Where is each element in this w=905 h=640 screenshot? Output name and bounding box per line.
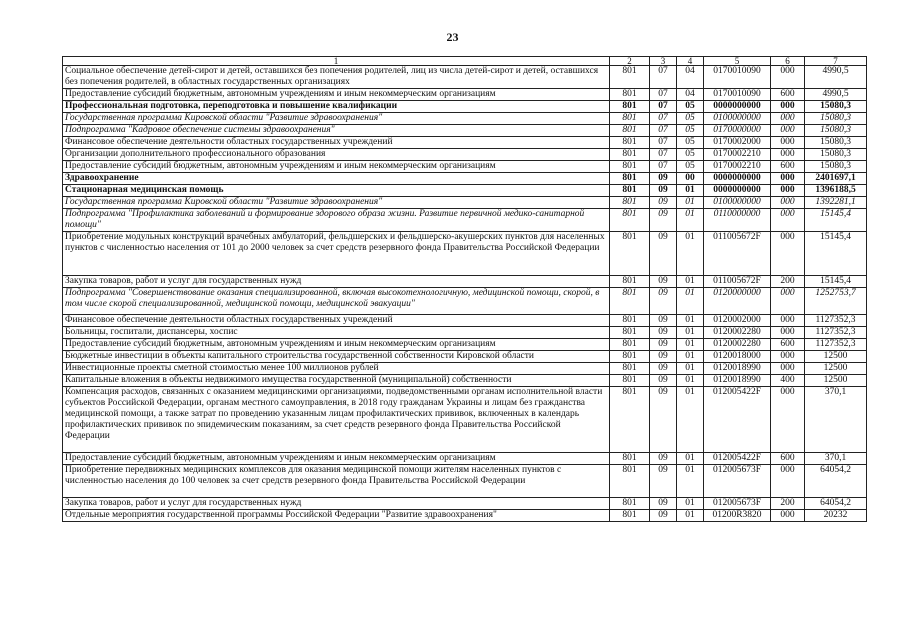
row-expense-type: 000 bbox=[771, 363, 805, 375]
row-name: Предоставление субсидий бюджетным, автономным учреждениям и иным некоммерческим организациям bbox=[63, 89, 610, 101]
row-name: Финансовое обеспечение деятельности областных государственных учреждений bbox=[63, 137, 610, 149]
row-section: 09 bbox=[650, 498, 677, 510]
row-chapter: 801 bbox=[610, 465, 650, 498]
row-expense-type: 000 bbox=[771, 197, 805, 209]
row-subsection: 05 bbox=[677, 101, 704, 113]
row-amount: 2401697,1 bbox=[805, 173, 867, 185]
table-row bbox=[63, 66, 867, 89]
row-section: 09 bbox=[650, 465, 677, 498]
row-expense-type: 000 bbox=[771, 125, 805, 137]
row-name: Профессиональная подготовка, переподготовка и повышение квалификации bbox=[63, 101, 610, 113]
row-amount: 12500 bbox=[805, 363, 867, 375]
row-expense-type: 600 bbox=[771, 453, 805, 465]
row-chapter: 801 bbox=[610, 125, 650, 137]
row-name: Социальное обеспечение детей-сирот и детей, оставшихся без попечения родителей, лиц из числа детей-сирот и детей, оставшихся без попечения родителей, в областных государственных организациях bbox=[63, 66, 610, 89]
row-amount: 15080,3 bbox=[805, 149, 867, 161]
row-target-article: 011005672F bbox=[704, 232, 771, 276]
row-section: 09 bbox=[650, 276, 677, 288]
row-section: 09 bbox=[650, 387, 677, 453]
row-chapter: 801 bbox=[610, 498, 650, 510]
row-expense-type: 000 bbox=[771, 149, 805, 161]
row-target-article: 0000000000 bbox=[704, 185, 771, 197]
row-expense-type: 000 bbox=[771, 465, 805, 498]
row-chapter: 801 bbox=[610, 315, 650, 327]
row-name: Приобретение передвижных медицинских комплексов для оказания медицинской помощи жителям населенных пунктов с численностью населения до 100 человек за счет средств резервного фонда Правительства Российской Федерации bbox=[63, 465, 610, 498]
row-chapter: 801 bbox=[610, 375, 650, 387]
row-chapter: 801 bbox=[610, 209, 650, 232]
row-expense-type: 000 bbox=[771, 315, 805, 327]
row-section: 07 bbox=[650, 137, 677, 149]
row-amount: 15145,4 bbox=[805, 276, 867, 288]
row-target-article: 0110000000 bbox=[704, 209, 771, 232]
row-name: Капитальные вложения в объекты недвижимого имущества государственной (муниципальной) собственности bbox=[63, 375, 610, 387]
row-amount: 15080,3 bbox=[805, 161, 867, 173]
row-target-article: 0120002000 bbox=[704, 315, 771, 327]
table-row bbox=[63, 173, 867, 185]
row-amount: 1252753,7 bbox=[805, 288, 867, 315]
row-target-article: 011005672F bbox=[704, 276, 771, 288]
row-target-article: 0000000000 bbox=[704, 173, 771, 185]
row-amount: 15080,3 bbox=[805, 113, 867, 125]
row-amount: 370,1 bbox=[805, 453, 867, 465]
table-row bbox=[63, 197, 867, 209]
table-row bbox=[63, 137, 867, 149]
row-expense-type: 200 bbox=[771, 498, 805, 510]
table-row bbox=[63, 465, 867, 498]
row-subsection: 01 bbox=[677, 375, 704, 387]
table-row bbox=[63, 339, 867, 351]
row-chapter: 801 bbox=[610, 161, 650, 173]
table-row bbox=[63, 209, 867, 232]
row-name: Предоставление субсидий бюджетным, автономным учреждениям и иным некоммерческим организациям bbox=[63, 453, 610, 465]
row-target-article: 012005673F bbox=[704, 498, 771, 510]
row-section: 07 bbox=[650, 149, 677, 161]
row-chapter: 801 bbox=[610, 149, 650, 161]
row-subsection: 04 bbox=[677, 89, 704, 101]
row-section: 07 bbox=[650, 161, 677, 173]
table-row bbox=[63, 232, 867, 276]
row-subsection: 01 bbox=[677, 276, 704, 288]
row-name: Компенсация расходов, связанных с оказанием медицинскими организациями, подведомственными органам исполнительной власти субъектов Российской Федерации, органам местного самоуправления, в 2018 году гражданам Украины и лицам без гражданства медицинской помощи, а также затрат по проведению указанным лицам профилактических прививок, включенных в календарь профилактических прививок по эпидемическим показаниям, за счет средств резервного фонда Правительства Российской Федерации bbox=[63, 387, 610, 453]
row-subsection: 01 bbox=[677, 209, 704, 232]
row-name: Предоставление субсидий бюджетным, автономным учреждениям и иным некоммерческим организациям bbox=[63, 339, 610, 351]
col-header: 1 bbox=[63, 57, 610, 66]
row-chapter: 801 bbox=[610, 185, 650, 197]
row-expense-type: 000 bbox=[771, 232, 805, 276]
row-amount: 370,1 bbox=[805, 387, 867, 453]
row-name: Стационарная медицинская помощь bbox=[63, 185, 610, 197]
row-name: Больницы, госпитали, диспансеры, хоспис bbox=[63, 327, 610, 339]
row-chapter: 801 bbox=[610, 101, 650, 113]
col-header: 5 bbox=[704, 57, 771, 66]
col-header: 4 bbox=[677, 57, 704, 66]
row-name: Государственная программа Кировской области "Развитие здравоохранения" bbox=[63, 113, 610, 125]
col-header: 6 bbox=[771, 57, 805, 66]
row-section: 09 bbox=[650, 363, 677, 375]
row-target-article: 0120002280 bbox=[704, 339, 771, 351]
row-section: 07 bbox=[650, 89, 677, 101]
row-subsection: 05 bbox=[677, 113, 704, 125]
row-section: 09 bbox=[650, 327, 677, 339]
row-name: Приобретение модульных конструкций врачебных амбулаторий, фельдшерских и фельдшерско-акушерских пунктов для населенных пунктов с численностью населения от 101 до 2000 человек за счет средств резервного фонда Правительства Российской Федерации bbox=[63, 232, 610, 276]
row-subsection: 01 bbox=[677, 197, 704, 209]
row-expense-type: 000 bbox=[771, 327, 805, 339]
row-amount: 1127352,3 bbox=[805, 315, 867, 327]
row-amount: 20232 bbox=[805, 510, 867, 522]
row-section: 09 bbox=[650, 339, 677, 351]
row-target-article: 0170010090 bbox=[704, 66, 771, 89]
row-subsection: 01 bbox=[677, 465, 704, 498]
row-amount: 1127352,3 bbox=[805, 327, 867, 339]
row-expense-type: 000 bbox=[771, 173, 805, 185]
row-name: Предоставление субсидий бюджетным, автономным учреждениям и иным некоммерческим организациям bbox=[63, 161, 610, 173]
row-name: Отдельные мероприятия государственной программы Российской Федерации "Развитие здравоохранения" bbox=[63, 510, 610, 522]
row-target-article: 0170010090 bbox=[704, 89, 771, 101]
row-amount: 12500 bbox=[805, 375, 867, 387]
row-target-article: 0100000000 bbox=[704, 197, 771, 209]
row-expense-type: 000 bbox=[771, 288, 805, 315]
row-subsection: 01 bbox=[677, 387, 704, 453]
row-amount: 12500 bbox=[805, 351, 867, 363]
row-subsection: 01 bbox=[677, 351, 704, 363]
row-amount: 1396188,5 bbox=[805, 185, 867, 197]
table-row bbox=[63, 89, 867, 101]
row-chapter: 801 bbox=[610, 288, 650, 315]
row-section: 09 bbox=[650, 375, 677, 387]
row-subsection: 01 bbox=[677, 453, 704, 465]
row-chapter: 801 bbox=[610, 327, 650, 339]
col-header: 3 bbox=[650, 57, 677, 66]
row-expense-type: 000 bbox=[771, 510, 805, 522]
row-subsection: 05 bbox=[677, 149, 704, 161]
row-amount: 4990,5 bbox=[805, 89, 867, 101]
table-row bbox=[63, 387, 867, 453]
table-row bbox=[63, 113, 867, 125]
row-target-article: 0170002210 bbox=[704, 161, 771, 173]
row-name: Бюджетные инвестиции в объекты капитального строительства государственной собственности Кировской области bbox=[63, 351, 610, 363]
table-body bbox=[63, 66, 867, 522]
row-section: 09 bbox=[650, 453, 677, 465]
row-amount: 15145,4 bbox=[805, 209, 867, 232]
row-target-article: 01200R3820 bbox=[704, 510, 771, 522]
row-target-article: 0170000000 bbox=[704, 125, 771, 137]
col-header: 7 bbox=[805, 57, 867, 66]
row-subsection: 05 bbox=[677, 161, 704, 173]
table-row bbox=[63, 375, 867, 387]
table-row bbox=[63, 149, 867, 161]
row-chapter: 801 bbox=[610, 363, 650, 375]
row-section: 09 bbox=[650, 315, 677, 327]
row-expense-type: 000 bbox=[771, 101, 805, 113]
row-section: 09 bbox=[650, 185, 677, 197]
row-chapter: 801 bbox=[610, 387, 650, 453]
row-expense-type: 400 bbox=[771, 375, 805, 387]
row-name: Государственная программа Кировской области "Развитие здравоохранения" bbox=[63, 197, 610, 209]
row-subsection: 05 bbox=[677, 125, 704, 137]
row-expense-type: 000 bbox=[771, 66, 805, 89]
row-name: Подпрограмма "Профилактика заболеваний и формирование здорового образа жизни. Развитие первичной медико-санитарной помощи" bbox=[63, 209, 610, 232]
row-chapter: 801 bbox=[610, 510, 650, 522]
row-expense-type: 000 bbox=[771, 209, 805, 232]
row-chapter: 801 bbox=[610, 351, 650, 363]
row-name: Закупка товаров, работ и услуг для государственных нужд bbox=[63, 276, 610, 288]
row-chapter: 801 bbox=[610, 276, 650, 288]
row-target-article: 0100000000 bbox=[704, 113, 771, 125]
row-target-article: 0120018990 bbox=[704, 375, 771, 387]
row-name: Финансовое обеспечение деятельности областных государственных учреждений bbox=[63, 315, 610, 327]
row-section: 07 bbox=[650, 125, 677, 137]
table-row bbox=[63, 101, 867, 113]
row-subsection: 01 bbox=[677, 363, 704, 375]
table-row bbox=[63, 185, 867, 197]
row-chapter: 801 bbox=[610, 197, 650, 209]
table-row bbox=[63, 351, 867, 363]
row-expense-type: 200 bbox=[771, 276, 805, 288]
row-name: Здравоохранение bbox=[63, 173, 610, 185]
row-amount: 15080,3 bbox=[805, 125, 867, 137]
row-target-article: 0120002280 bbox=[704, 327, 771, 339]
row-amount: 64054,2 bbox=[805, 465, 867, 498]
row-subsection: 05 bbox=[677, 137, 704, 149]
row-subsection: 01 bbox=[677, 185, 704, 197]
row-target-article: 0000000000 bbox=[704, 101, 771, 113]
row-chapter: 801 bbox=[610, 453, 650, 465]
row-section: 09 bbox=[650, 173, 677, 185]
table-row bbox=[63, 498, 867, 510]
row-expense-type: 600 bbox=[771, 89, 805, 101]
row-amount: 4990,5 bbox=[805, 66, 867, 89]
row-chapter: 801 bbox=[610, 173, 650, 185]
row-section: 09 bbox=[650, 209, 677, 232]
table-row bbox=[63, 510, 867, 522]
row-section: 07 bbox=[650, 66, 677, 89]
row-amount: 15080,3 bbox=[805, 137, 867, 149]
row-target-article: 0120018000 bbox=[704, 351, 771, 363]
table-row bbox=[63, 288, 867, 315]
row-amount: 15145,4 bbox=[805, 232, 867, 276]
row-section: 09 bbox=[650, 197, 677, 209]
row-name: Закупка товаров, работ и услуг для государственных нужд bbox=[63, 498, 610, 510]
row-target-article: 012005673F bbox=[704, 465, 771, 498]
row-subsection: 01 bbox=[677, 327, 704, 339]
table-row bbox=[63, 125, 867, 137]
row-amount: 1127352,3 bbox=[805, 339, 867, 351]
row-name: Организации дополнительного профессионального образования bbox=[63, 149, 610, 161]
page-number: 23 bbox=[446, 30, 459, 44]
row-section: 09 bbox=[650, 232, 677, 276]
row-chapter: 801 bbox=[610, 232, 650, 276]
row-amount: 1392281,1 bbox=[805, 197, 867, 209]
row-chapter: 801 bbox=[610, 66, 650, 89]
row-amount: 64054,2 bbox=[805, 498, 867, 510]
row-section: 07 bbox=[650, 101, 677, 113]
row-section: 07 bbox=[650, 113, 677, 125]
col-header: 2 bbox=[610, 57, 650, 66]
row-expense-type: 000 bbox=[771, 351, 805, 363]
row-section: 09 bbox=[650, 510, 677, 522]
budget-table bbox=[62, 56, 867, 522]
row-name: Подпрограмма "Совершенствование оказания специализированной, включая высокотехнологичную, медицинской помощи, скорой, в том числе скорой специализированной, медицинской помощи, медицинской эвакуации" bbox=[63, 288, 610, 315]
row-subsection: 01 bbox=[677, 498, 704, 510]
row-chapter: 801 bbox=[610, 89, 650, 101]
row-name: Подпрограмма "Кадровое обеспечение системы здравоохранения" bbox=[63, 125, 610, 137]
row-subsection: 01 bbox=[677, 315, 704, 327]
row-target-article: 0170002000 bbox=[704, 137, 771, 149]
row-expense-type: 000 bbox=[771, 185, 805, 197]
table-row bbox=[63, 453, 867, 465]
row-target-article: 012005422F bbox=[704, 387, 771, 453]
table-row bbox=[63, 161, 867, 173]
row-amount: 15080,3 bbox=[805, 101, 867, 113]
table-row bbox=[63, 363, 867, 375]
row-section: 09 bbox=[650, 288, 677, 315]
header-row bbox=[63, 57, 867, 66]
row-subsection: 00 bbox=[677, 173, 704, 185]
row-target-article: 0120018990 bbox=[704, 363, 771, 375]
row-subsection: 01 bbox=[677, 510, 704, 522]
row-subsection: 01 bbox=[677, 288, 704, 315]
row-chapter: 801 bbox=[610, 137, 650, 149]
row-expense-type: 000 bbox=[771, 113, 805, 125]
row-target-article: 0120000000 bbox=[704, 288, 771, 315]
table-row bbox=[63, 276, 867, 288]
row-subsection: 01 bbox=[677, 232, 704, 276]
table-row bbox=[63, 327, 867, 339]
row-expense-type: 000 bbox=[771, 137, 805, 149]
row-expense-type: 600 bbox=[771, 339, 805, 351]
row-target-article: 012005422F bbox=[704, 453, 771, 465]
row-expense-type: 600 bbox=[771, 161, 805, 173]
row-target-article: 0170002210 bbox=[704, 149, 771, 161]
row-chapter: 801 bbox=[610, 339, 650, 351]
row-name: Инвестиционные проекты сметной стоимостью менее 100 миллионов рублей bbox=[63, 363, 610, 375]
row-chapter: 801 bbox=[610, 113, 650, 125]
row-subsection: 04 bbox=[677, 66, 704, 89]
row-section: 09 bbox=[650, 351, 677, 363]
row-expense-type: 000 bbox=[771, 387, 805, 453]
table-row bbox=[63, 315, 867, 327]
row-subsection: 01 bbox=[677, 339, 704, 351]
